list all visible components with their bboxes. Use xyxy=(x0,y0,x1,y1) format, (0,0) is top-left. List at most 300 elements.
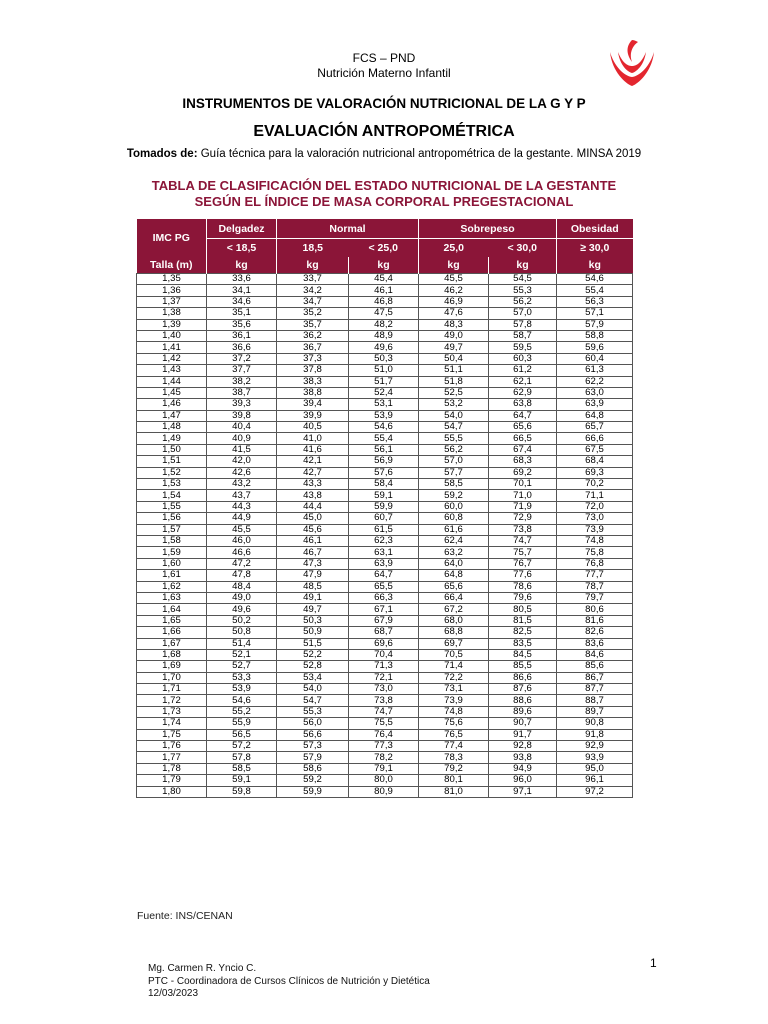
cell-obesidad: 89,7 xyxy=(557,706,633,717)
delgadez-header: Delgadez xyxy=(207,219,277,239)
table-row xyxy=(137,558,633,569)
cell-sobrepeso-max: 63,8 xyxy=(489,399,557,410)
cell-normal-max: 66,3 xyxy=(349,592,419,603)
cell-sobrepeso-max: 68,3 xyxy=(489,456,557,467)
cell-delgadez: 49,0 xyxy=(207,592,277,603)
cell-sobrepeso-min: 68,0 xyxy=(419,615,489,626)
cell-normal-min: 35,2 xyxy=(277,308,349,319)
cell-talla: 1,73 xyxy=(137,706,207,717)
cell-sobrepeso-min: 51,1 xyxy=(419,365,489,376)
cell-sobrepeso-min: 74,8 xyxy=(419,706,489,717)
table-row xyxy=(137,285,633,296)
table-row xyxy=(137,672,633,683)
cell-talla: 1,70 xyxy=(137,672,207,683)
cell-normal-min: 38,3 xyxy=(277,376,349,387)
table-row xyxy=(137,763,633,774)
cell-obesidad: 91,8 xyxy=(557,729,633,740)
table-row xyxy=(137,479,633,490)
cell-delgadez: 46,6 xyxy=(207,547,277,558)
cell-sobrepeso-min: 81,0 xyxy=(419,786,489,797)
cell-talla: 1,66 xyxy=(137,627,207,638)
cell-obesidad: 96,1 xyxy=(557,775,633,786)
cell-normal-max: 74,7 xyxy=(349,706,419,717)
cell-sobrepeso-min: 75,6 xyxy=(419,718,489,729)
cell-sobrepeso-min: 80,1 xyxy=(419,775,489,786)
cell-sobrepeso-min: 72,2 xyxy=(419,672,489,683)
cell-talla: 1,48 xyxy=(137,422,207,433)
cell-delgadez: 38,7 xyxy=(207,387,277,398)
cell-sobrepeso-max: 57,0 xyxy=(489,308,557,319)
cell-sobrepeso-min: 66,4 xyxy=(419,592,489,603)
university-logo-icon xyxy=(606,38,658,90)
cell-obesidad: 71,1 xyxy=(557,490,633,501)
cell-sobrepeso-max: 69,2 xyxy=(489,467,557,478)
sobrepeso-low: 25,0 xyxy=(419,239,489,258)
cell-obesidad: 65,7 xyxy=(557,422,633,433)
cell-delgadez: 35,1 xyxy=(207,308,277,319)
cell-talla: 1,54 xyxy=(137,490,207,501)
cell-normal-min: 52,8 xyxy=(277,661,349,672)
cell-normal-min: 53,4 xyxy=(277,672,349,683)
cell-normal-min: 42,1 xyxy=(277,456,349,467)
cell-normal-max: 69,6 xyxy=(349,638,419,649)
cell-sobrepeso-max: 61,2 xyxy=(489,365,557,376)
cell-delgadez: 55,2 xyxy=(207,706,277,717)
cell-delgadez: 37,2 xyxy=(207,353,277,364)
table-row xyxy=(137,706,633,717)
cell-obesidad: 88,7 xyxy=(557,695,633,706)
cell-talla: 1,46 xyxy=(137,399,207,410)
cell-talla: 1,68 xyxy=(137,649,207,660)
cell-delgadez: 56,5 xyxy=(207,729,277,740)
cell-obesidad: 84,6 xyxy=(557,649,633,660)
cell-delgadez: 55,9 xyxy=(207,718,277,729)
cell-normal-max: 67,9 xyxy=(349,615,419,626)
cell-sobrepeso-max: 90,7 xyxy=(489,718,557,729)
cell-sobrepeso-max: 60,3 xyxy=(489,353,557,364)
cell-obesidad: 70,2 xyxy=(557,479,633,490)
cell-talla: 1,49 xyxy=(137,433,207,444)
cell-delgadez: 35,6 xyxy=(207,319,277,330)
cell-normal-max: 51,0 xyxy=(349,365,419,376)
cell-sobrepeso-min: 51,8 xyxy=(419,376,489,387)
table-row xyxy=(137,604,633,615)
cell-normal-min: 33,7 xyxy=(277,274,349,285)
cell-delgadez: 37,7 xyxy=(207,365,277,376)
obesidad-header: Obesidad xyxy=(557,219,633,239)
cell-obesidad: 64,8 xyxy=(557,410,633,421)
cell-normal-max: 59,9 xyxy=(349,501,419,512)
cell-delgadez: 34,6 xyxy=(207,296,277,307)
cell-sobrepeso-max: 56,2 xyxy=(489,296,557,307)
cell-sobrepeso-max: 71,0 xyxy=(489,490,557,501)
cell-sobrepeso-max: 89,6 xyxy=(489,706,557,717)
cell-delgadez: 38,2 xyxy=(207,376,277,387)
table-row xyxy=(137,296,633,307)
cell-obesidad: 83,6 xyxy=(557,638,633,649)
cell-sobrepeso-max: 87,6 xyxy=(489,684,557,695)
cell-obesidad: 85,6 xyxy=(557,661,633,672)
cell-talla: 1,43 xyxy=(137,365,207,376)
cell-sobrepeso-min: 70,5 xyxy=(419,649,489,660)
cell-sobrepeso-min: 65,6 xyxy=(419,581,489,592)
cell-sobrepeso-max: 71,9 xyxy=(489,501,557,512)
source-text: Guía técnica para la valoración nutricional antropométrica de la gestante. MINSA 2019 xyxy=(197,148,642,160)
cell-sobrepeso-min: 79,2 xyxy=(419,763,489,774)
table-row xyxy=(137,365,633,376)
cell-talla: 1,42 xyxy=(137,353,207,364)
cell-delgadez: 34,1 xyxy=(207,285,277,296)
cell-delgadez: 50,8 xyxy=(207,627,277,638)
footer-date: 12/03/2023 xyxy=(148,988,199,999)
cell-normal-min: 54,0 xyxy=(277,684,349,695)
cell-normal-min: 57,9 xyxy=(277,752,349,763)
cell-normal-min: 38,8 xyxy=(277,387,349,398)
cell-obesidad: 55,4 xyxy=(557,285,633,296)
cell-talla: 1,45 xyxy=(137,387,207,398)
imc-pg-header: IMC PG xyxy=(137,219,207,257)
table-row xyxy=(137,524,633,535)
cell-obesidad: 73,9 xyxy=(557,524,633,535)
cell-talla: 1,37 xyxy=(137,296,207,307)
table-row xyxy=(137,490,633,501)
source-line xyxy=(0,148,768,160)
cell-normal-min: 59,2 xyxy=(277,775,349,786)
table-row xyxy=(137,501,633,512)
cell-sobrepeso-max: 66,5 xyxy=(489,433,557,444)
cell-obesidad: 67,5 xyxy=(557,444,633,455)
cell-sobrepeso-min: 67,2 xyxy=(419,604,489,615)
cell-normal-min: 47,9 xyxy=(277,570,349,581)
cell-sobrepeso-max: 77,6 xyxy=(489,570,557,581)
cell-normal-max: 52,4 xyxy=(349,387,419,398)
unit-header: kg xyxy=(207,257,277,274)
table-row xyxy=(137,615,633,626)
cell-normal-max: 48,2 xyxy=(349,319,419,330)
cell-obesidad: 61,3 xyxy=(557,365,633,376)
cell-delgadez: 57,8 xyxy=(207,752,277,763)
cell-sobrepeso-min: 57,0 xyxy=(419,456,489,467)
cell-normal-min: 58,6 xyxy=(277,763,349,774)
cell-delgadez: 53,3 xyxy=(207,672,277,683)
cell-sobrepeso-max: 59,5 xyxy=(489,342,557,353)
cell-talla: 1,47 xyxy=(137,410,207,421)
cell-delgadez: 44,9 xyxy=(207,513,277,524)
cell-talla: 1,36 xyxy=(137,285,207,296)
table-row xyxy=(137,376,633,387)
cell-normal-min: 50,3 xyxy=(277,615,349,626)
cell-talla: 1,79 xyxy=(137,775,207,786)
cell-normal-min: 43,8 xyxy=(277,490,349,501)
cell-normal-min: 36,2 xyxy=(277,330,349,341)
cell-obesidad: 57,1 xyxy=(557,308,633,319)
cell-normal-min: 39,9 xyxy=(277,410,349,421)
footer xyxy=(148,963,430,1001)
cell-normal-min: 51,5 xyxy=(277,638,349,649)
table-row xyxy=(137,775,633,786)
cell-normal-min: 34,7 xyxy=(277,296,349,307)
cell-talla: 1,59 xyxy=(137,547,207,558)
cell-normal-max: 76,4 xyxy=(349,729,419,740)
cell-normal-max: 50,3 xyxy=(349,353,419,364)
table-row xyxy=(137,638,633,649)
cell-sobrepeso-max: 54,5 xyxy=(489,274,557,285)
cell-normal-max: 78,2 xyxy=(349,752,419,763)
cell-normal-max: 54,6 xyxy=(349,422,419,433)
cell-delgadez: 43,2 xyxy=(207,479,277,490)
obesidad-range: ≥ 30,0 xyxy=(557,239,633,258)
sobrepeso-header: Sobrepeso xyxy=(419,219,557,239)
cell-delgadez: 51,4 xyxy=(207,638,277,649)
table-row xyxy=(137,456,633,467)
cell-normal-max: 46,1 xyxy=(349,285,419,296)
cell-obesidad: 63,9 xyxy=(557,399,633,410)
cell-sobrepeso-min: 49,7 xyxy=(419,342,489,353)
cell-obesidad: 78,7 xyxy=(557,581,633,592)
cell-talla: 1,74 xyxy=(137,718,207,729)
footer-role: PTC - Coordinadora de Cursos Clínicos de Nutrición y Dietética xyxy=(148,975,430,987)
normal-header: Normal xyxy=(277,219,419,239)
cell-sobrepeso-max: 83,5 xyxy=(489,638,557,649)
cell-sobrepeso-min: 46,9 xyxy=(419,296,489,307)
cell-sobrepeso-min: 73,1 xyxy=(419,684,489,695)
cell-sobrepeso-min: 64,8 xyxy=(419,570,489,581)
cell-sobrepeso-min: 76,5 xyxy=(419,729,489,740)
table-row xyxy=(137,570,633,581)
cell-obesidad: 72,0 xyxy=(557,501,633,512)
cell-sobrepeso-max: 81,5 xyxy=(489,615,557,626)
bmi-classification-table xyxy=(136,219,633,798)
table-row xyxy=(137,581,633,592)
cell-sobrepeso-min: 54,0 xyxy=(419,410,489,421)
cell-sobrepeso-max: 93,8 xyxy=(489,752,557,763)
cell-delgadez: 47,2 xyxy=(207,558,277,569)
cell-obesidad: 75,8 xyxy=(557,547,633,558)
header-line-2: Nutrición Materno Infantil xyxy=(317,66,451,80)
cell-sobrepeso-max: 96,0 xyxy=(489,775,557,786)
page-number: 1 xyxy=(650,956,657,970)
table-row xyxy=(137,467,633,478)
cell-sobrepeso-max: 72,9 xyxy=(489,513,557,524)
unit-header: kg xyxy=(349,257,419,274)
cell-delgadez: 48,4 xyxy=(207,581,277,592)
cell-obesidad: 54,6 xyxy=(557,274,633,285)
table-row xyxy=(137,661,633,672)
cell-delgadez: 53,9 xyxy=(207,684,277,695)
cell-sobrepeso-min: 45,5 xyxy=(419,274,489,285)
table-title-line-2: SEGÚN EL ÍNDICE DE MASA CORPORAL PREGESTACIONAL xyxy=(194,194,574,209)
cell-normal-max: 53,1 xyxy=(349,399,419,410)
cell-delgadez: 45,5 xyxy=(207,524,277,535)
cell-obesidad: 95,0 xyxy=(557,763,633,774)
cell-sobrepeso-max: 62,9 xyxy=(489,387,557,398)
cell-normal-min: 55,3 xyxy=(277,706,349,717)
table-row xyxy=(137,741,633,752)
cell-normal-min: 45,0 xyxy=(277,513,349,524)
normal-high: < 25,0 xyxy=(349,239,419,258)
cell-normal-min: 42,7 xyxy=(277,467,349,478)
table-row xyxy=(137,684,633,695)
cell-obesidad: 86,7 xyxy=(557,672,633,683)
cell-sobrepeso-min: 73,9 xyxy=(419,695,489,706)
sobrepeso-high: < 30,0 xyxy=(489,239,557,258)
cell-normal-min: 56,0 xyxy=(277,718,349,729)
cell-sobrepeso-max: 55,3 xyxy=(489,285,557,296)
cell-sobrepeso-min: 63,2 xyxy=(419,547,489,558)
cell-normal-min: 45,6 xyxy=(277,524,349,535)
cell-sobrepeso-max: 75,7 xyxy=(489,547,557,558)
cell-obesidad: 90,8 xyxy=(557,718,633,729)
cell-normal-max: 72,1 xyxy=(349,672,419,683)
cell-talla: 1,40 xyxy=(137,330,207,341)
table-row xyxy=(137,319,633,330)
cell-normal-max: 47,5 xyxy=(349,308,419,319)
cell-sobrepeso-max: 58,7 xyxy=(489,330,557,341)
cell-talla: 1,80 xyxy=(137,786,207,797)
table-row xyxy=(137,274,633,285)
cell-sobrepeso-max: 70,1 xyxy=(489,479,557,490)
cell-sobrepeso-max: 85,5 xyxy=(489,661,557,672)
table-row xyxy=(137,752,633,763)
cell-normal-max: 62,3 xyxy=(349,535,419,546)
cell-normal-max: 80,9 xyxy=(349,786,419,797)
cell-normal-min: 40,5 xyxy=(277,422,349,433)
cell-sobrepeso-max: 82,5 xyxy=(489,627,557,638)
cell-sobrepeso-max: 76,7 xyxy=(489,558,557,569)
cell-sobrepeso-max: 80,5 xyxy=(489,604,557,615)
cell-delgadez: 41,5 xyxy=(207,444,277,455)
cell-delgadez: 36,1 xyxy=(207,330,277,341)
cell-normal-min: 35,7 xyxy=(277,319,349,330)
cell-normal-max: 45,4 xyxy=(349,274,419,285)
cell-talla: 1,41 xyxy=(137,342,207,353)
table-row xyxy=(137,387,633,398)
cell-talla: 1,39 xyxy=(137,319,207,330)
cell-delgadez: 59,1 xyxy=(207,775,277,786)
cell-obesidad: 66,6 xyxy=(557,433,633,444)
cell-normal-max: 51,7 xyxy=(349,376,419,387)
cell-talla: 1,58 xyxy=(137,535,207,546)
cell-sobrepeso-min: 55,5 xyxy=(419,433,489,444)
cell-sobrepeso-min: 56,2 xyxy=(419,444,489,455)
table-row xyxy=(137,433,633,444)
cell-sobrepeso-min: 77,4 xyxy=(419,741,489,752)
cell-sobrepeso-min: 50,4 xyxy=(419,353,489,364)
normal-low: 18,5 xyxy=(277,239,349,258)
cell-sobrepeso-min: 61,6 xyxy=(419,524,489,535)
cell-sobrepeso-min: 60,8 xyxy=(419,513,489,524)
cell-obesidad: 76,8 xyxy=(557,558,633,569)
cell-normal-max: 46,8 xyxy=(349,296,419,307)
cell-talla: 1,52 xyxy=(137,467,207,478)
cell-obesidad: 74,8 xyxy=(557,535,633,546)
cell-normal-max: 68,7 xyxy=(349,627,419,638)
cell-normal-min: 37,8 xyxy=(277,365,349,376)
cell-obesidad: 59,6 xyxy=(557,342,633,353)
cell-sobrepeso-max: 65,6 xyxy=(489,422,557,433)
cell-delgadez: 33,6 xyxy=(207,274,277,285)
cell-talla: 1,57 xyxy=(137,524,207,535)
table-source-note: Fuente: INS/CENAN xyxy=(137,910,233,922)
cell-normal-min: 54,7 xyxy=(277,695,349,706)
cell-talla: 1,77 xyxy=(137,752,207,763)
cell-obesidad: 58,8 xyxy=(557,330,633,341)
cell-sobrepeso-max: 78,6 xyxy=(489,581,557,592)
cell-talla: 1,71 xyxy=(137,684,207,695)
document-title: INSTRUMENTOS DE VALORACIÓN NUTRICIONAL DE LA G Y P xyxy=(182,96,586,111)
cell-delgadez: 39,8 xyxy=(207,410,277,421)
cell-normal-max: 80,0 xyxy=(349,775,419,786)
cell-sobrepeso-min: 62,4 xyxy=(419,535,489,546)
cell-normal-max: 77,3 xyxy=(349,741,419,752)
cell-sobrepeso-max: 64,7 xyxy=(489,410,557,421)
cell-obesidad: 62,2 xyxy=(557,376,633,387)
table-row xyxy=(137,399,633,410)
cell-normal-min: 46,1 xyxy=(277,535,349,546)
cell-sobrepeso-min: 58,5 xyxy=(419,479,489,490)
delgadez-range: < 18,5 xyxy=(207,239,277,258)
cell-delgadez: 44,3 xyxy=(207,501,277,512)
cell-sobrepeso-max: 92,8 xyxy=(489,741,557,752)
cell-obesidad: 69,3 xyxy=(557,467,633,478)
cell-normal-min: 48,5 xyxy=(277,581,349,592)
unit-header: kg xyxy=(557,257,633,274)
cell-obesidad: 77,7 xyxy=(557,570,633,581)
cell-normal-max: 60,7 xyxy=(349,513,419,524)
cell-obesidad: 80,6 xyxy=(557,604,633,615)
cell-normal-min: 50,9 xyxy=(277,627,349,638)
cell-sobrepeso-min: 47,6 xyxy=(419,308,489,319)
table-row xyxy=(137,513,633,524)
cell-delgadez: 52,7 xyxy=(207,661,277,672)
cell-sobrepeso-min: 60,0 xyxy=(419,501,489,512)
cell-normal-min: 39,4 xyxy=(277,399,349,410)
source-label: Tomados de: xyxy=(126,148,198,160)
table-row xyxy=(137,330,633,341)
cell-normal-max: 73,0 xyxy=(349,684,419,695)
talla-header: Talla (m) xyxy=(137,257,207,274)
unit-header: kg xyxy=(489,257,557,274)
cell-delgadez: 50,2 xyxy=(207,615,277,626)
table-row xyxy=(137,410,633,421)
cell-talla: 1,65 xyxy=(137,615,207,626)
cell-delgadez: 57,2 xyxy=(207,741,277,752)
cell-talla: 1,61 xyxy=(137,570,207,581)
cell-obesidad: 93,9 xyxy=(557,752,633,763)
cell-sobrepeso-min: 68,8 xyxy=(419,627,489,638)
cell-sobrepeso-max: 91,7 xyxy=(489,729,557,740)
cell-talla: 1,72 xyxy=(137,695,207,706)
cell-sobrepeso-min: 53,2 xyxy=(419,399,489,410)
cell-sobrepeso-max: 86,6 xyxy=(489,672,557,683)
cell-talla: 1,56 xyxy=(137,513,207,524)
cell-talla: 1,53 xyxy=(137,479,207,490)
cell-sobrepeso-min: 54,7 xyxy=(419,422,489,433)
cell-talla: 1,67 xyxy=(137,638,207,649)
cell-obesidad: 87,7 xyxy=(557,684,633,695)
cell-normal-max: 63,9 xyxy=(349,558,419,569)
cell-delgadez: 40,9 xyxy=(207,433,277,444)
table-row xyxy=(137,308,633,319)
cell-delgadez: 54,6 xyxy=(207,695,277,706)
cell-normal-min: 34,2 xyxy=(277,285,349,296)
cell-normal-max: 75,5 xyxy=(349,718,419,729)
cell-obesidad: 79,7 xyxy=(557,592,633,603)
cell-normal-max: 71,3 xyxy=(349,661,419,672)
cell-normal-min: 52,2 xyxy=(277,649,349,660)
cell-normal-max: 56,1 xyxy=(349,444,419,455)
cell-talla: 1,51 xyxy=(137,456,207,467)
